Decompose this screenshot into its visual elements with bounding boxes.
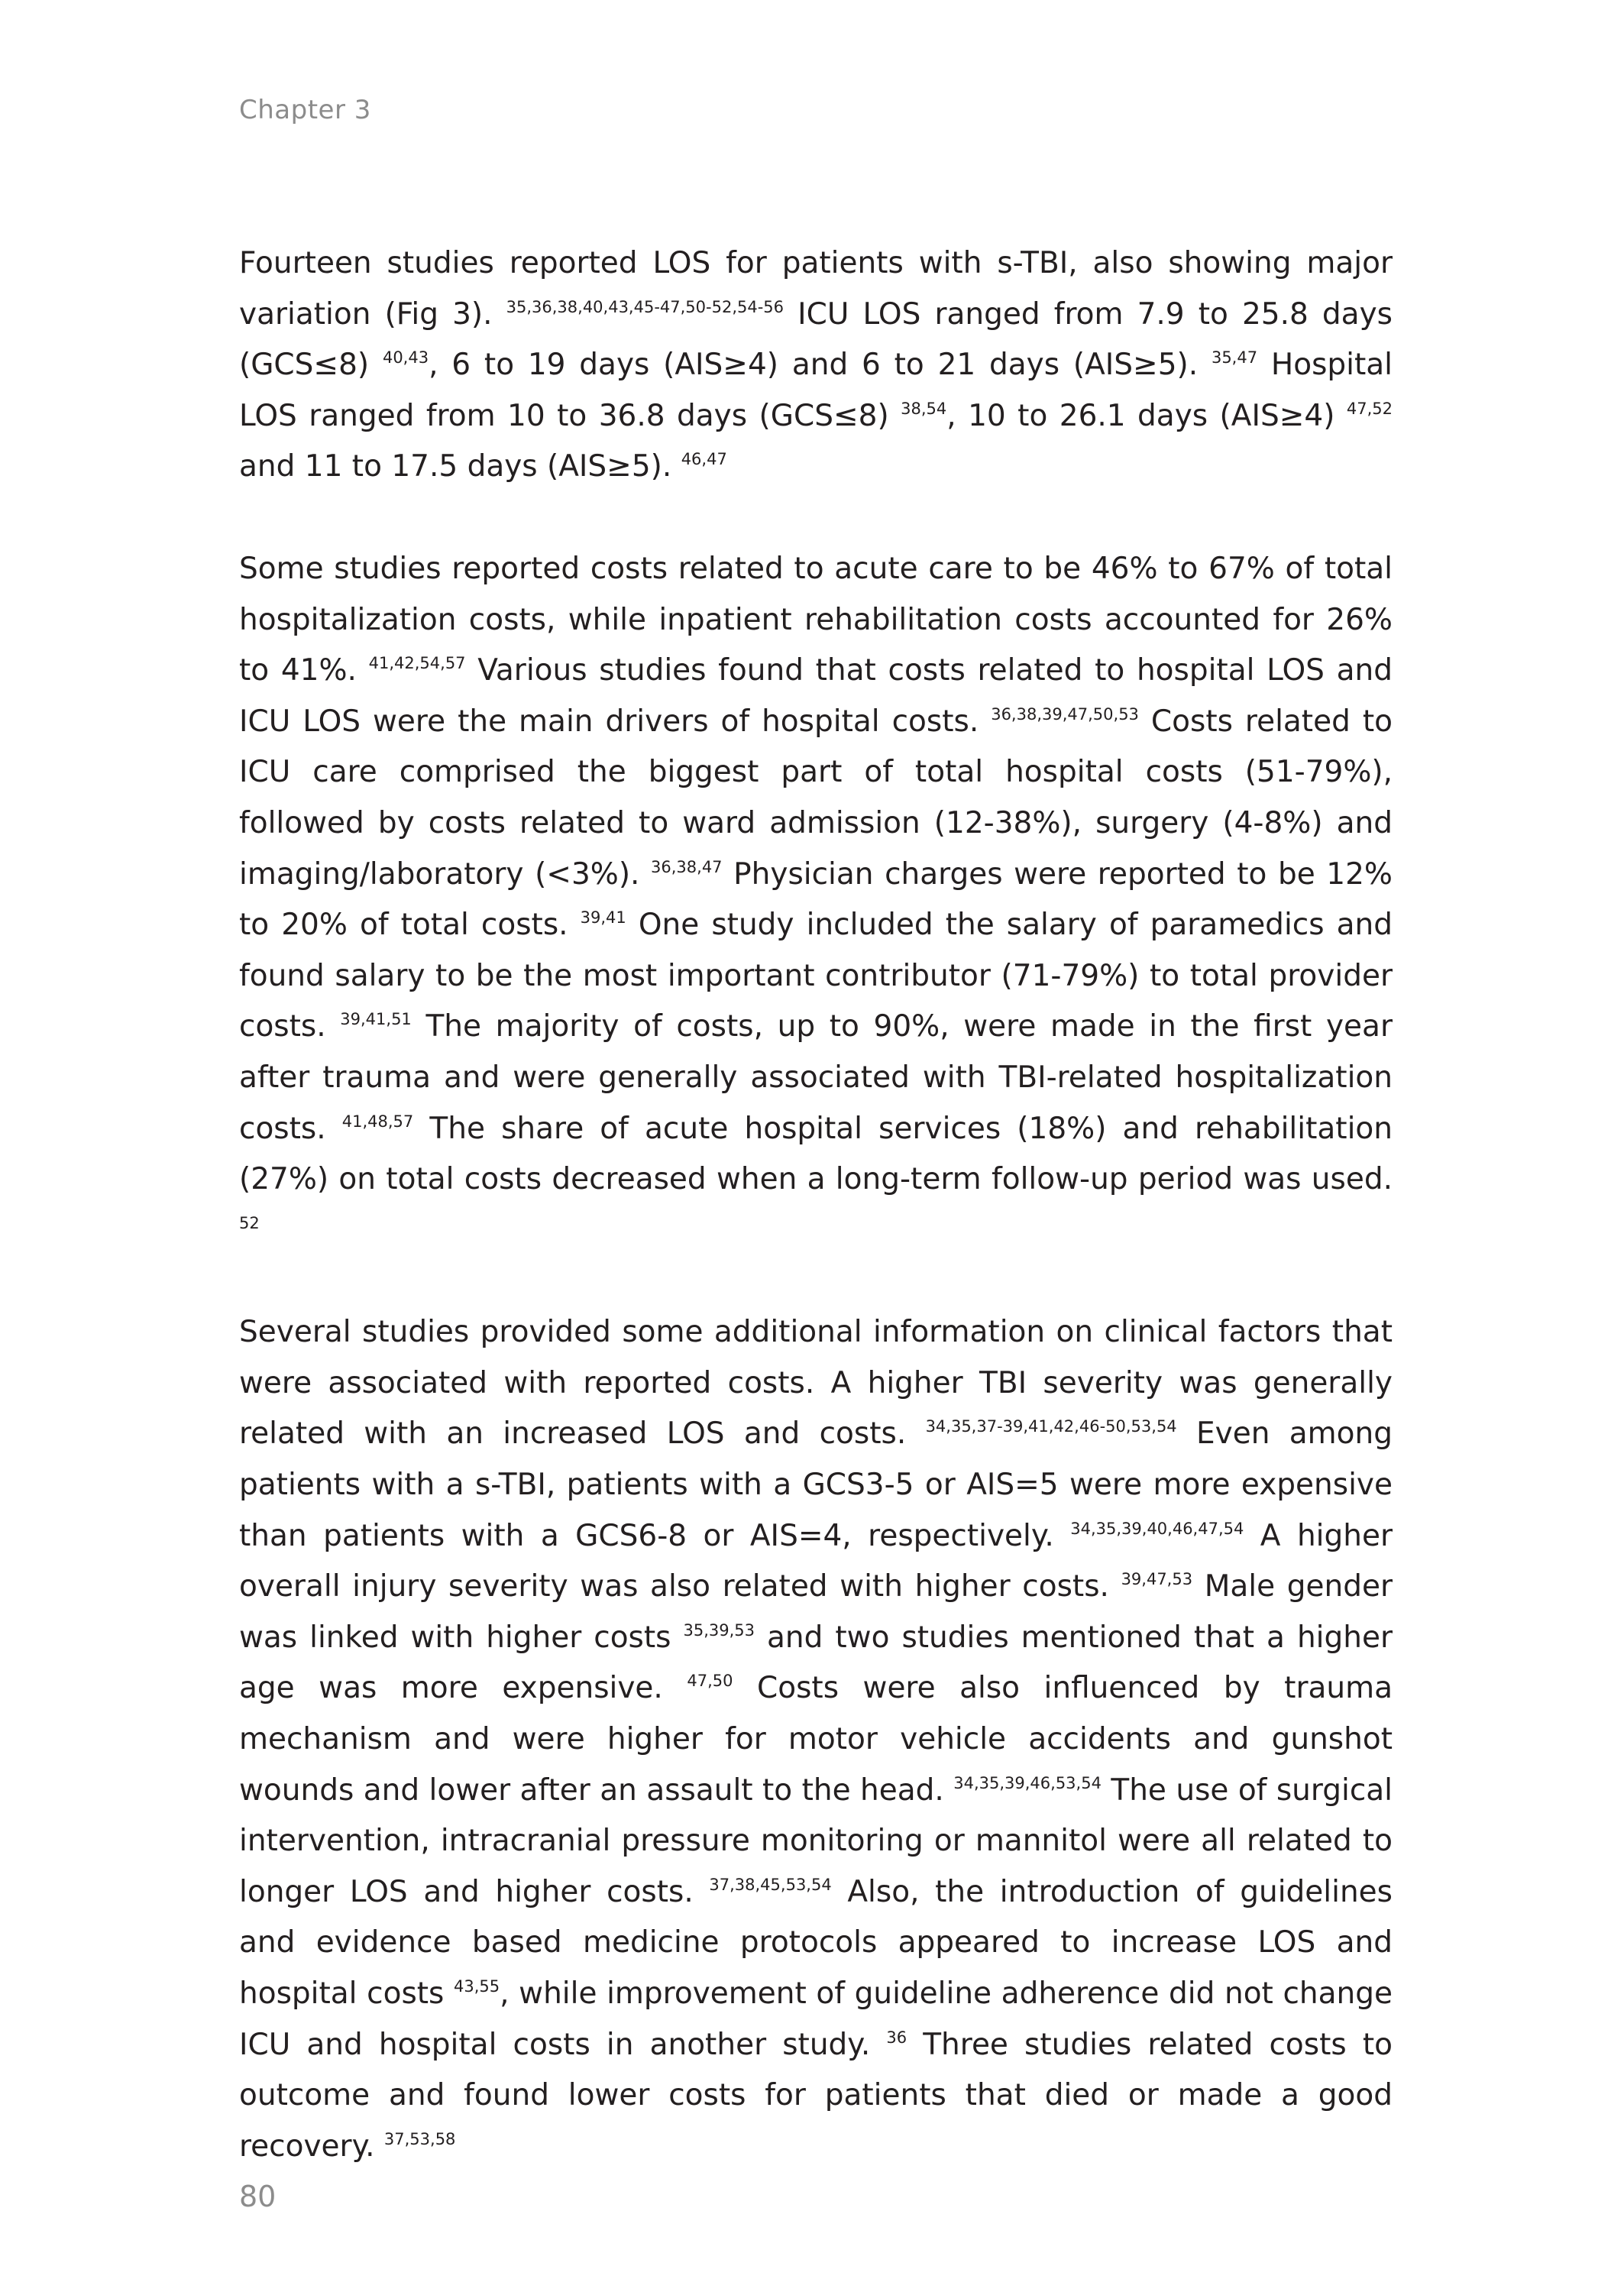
citation-superscript: 36,38,39,47,50,53: [991, 704, 1139, 724]
text-run: Various studies found that costs related to hospital LOS and ICU LOS were the main drivers of hospital costs.: [239, 653, 1393, 739]
text-run: Also, the introduction of guidelines and evidence based medicine protocols appeared to increase LOS and hospital costs: [239, 1874, 1393, 2011]
citation-superscript: 36,38,47: [651, 857, 723, 876]
paragraph-los: [239, 238, 1393, 493]
citation-superscript: 39,41: [580, 908, 626, 927]
text-run: and two studies mentioned that a higher age was more expensive.: [239, 1620, 1393, 1706]
citation-superscript: 47,50: [687, 1672, 733, 1691]
citation-superscript: 36: [886, 2028, 907, 2047]
paragraph-cost-drivers: [239, 544, 1393, 1256]
text-run: The use of surgical intervention, intracranial pressure monitoring or mannitol were all related to longer LOS and higher costs.: [239, 1772, 1393, 1909]
citation-superscript: 41,48,57: [341, 1112, 414, 1131]
citation-superscript: 47,52: [1346, 399, 1393, 418]
text-run: The share of acute hospital services (18%) and rehabilitation (27%) on total costs decreased when a long-term follow-up period was used.: [239, 1111, 1393, 1197]
text-run: Costs were also influenced by trauma mechanism and were higher for motor vehicle accidents and gunshot wounds and lower after an assault to the head.: [239, 1671, 1393, 1808]
text-run: Male gender was linked with higher costs: [239, 1569, 1393, 1655]
text-run: A higher overall injury severity was also related with higher costs.: [239, 1518, 1393, 1604]
citation-superscript: 35,36,38,40,43,45-47,50-52,54-56: [506, 297, 785, 316]
text-run: Hospital LOS ranged from 10 to 36.8 days (GCS≤8): [239, 348, 1393, 433]
citation-superscript: 37,53,58: [383, 2129, 456, 2148]
text-run: ICU LOS ranged from 7.9 to 25.8 days (GCS≤8): [239, 296, 1393, 383]
citation-superscript: 37,38,45,53,54: [709, 1875, 832, 1894]
text-run: The majority of costs, up to 90%, were made in the first year after trauma and were generally associated with TBI-related hospitalization costs.: [239, 1009, 1393, 1146]
citation-superscript: 35,47: [1211, 348, 1258, 367]
text-run: , 10 to 26.1 days (AIS≥4): [946, 398, 1347, 433]
text-run: Three studies related costs to outcome and found lower costs for patients that died or made a good recovery.: [239, 2027, 1393, 2164]
citation-superscript: 34,35,39,46,53,54: [953, 1773, 1102, 1792]
citation-superscript: 40,43: [382, 348, 429, 367]
text-run: Physician charges were reported to be 12% to 20% of total costs.: [239, 856, 1393, 943]
citation-superscript: 39,47,53: [1121, 1570, 1193, 1589]
running-header-chapter: Chapter 3: [239, 95, 371, 125]
citation-superscript: 34,35,39,40,46,47,54: [1070, 1519, 1244, 1538]
text-run: , while improvement of guideline adherence did not change ICU and hospital costs in another study.: [239, 1976, 1393, 2062]
citation-superscript: 52: [239, 1213, 260, 1232]
citation-superscript: 43,55: [454, 1977, 500, 1996]
page-number: 80: [239, 2180, 277, 2213]
text-run: and 11 to 17.5 days (AIS≥5).: [239, 449, 681, 484]
citation-superscript: 34,35,37-39,41,42,46-50,53,54: [925, 1417, 1177, 1436]
text-run: Some studies reported costs related to acute care to be 46% to 67% of total hospitalization costs, while inpatient rehabilitation costs accounted for 26% to 41%.: [239, 551, 1393, 688]
citation-superscript: 46,47: [681, 450, 727, 469]
text-run: Several studies provided some additional information on clinical factors that were associated with reported costs. A higher TBI severity was generally related with an increased LOS and costs.: [239, 1315, 1393, 1452]
citation-superscript: 41,42,54,57: [368, 654, 466, 673]
citation-superscript: 38,54: [901, 399, 947, 418]
text-run: Costs related to ICU care comprised the biggest part of total hospital costs (51-79%), followed by costs related to ward admission (12-38%), surgery (4-8%) and imaging/laboratory (<3%).: [239, 704, 1393, 892]
text-run: Fourteen studies reported LOS for patients with s-TBI, also showing major variation (Fig 3).: [239, 246, 1393, 332]
body-text: [239, 238, 1393, 2223]
text-run: One study included the salary of paramedics and found salary to be the most important contributor (71-79%) to total provider costs.: [239, 908, 1393, 1044]
citation-superscript: 35,39,53: [683, 1620, 755, 1640]
paragraph-clinical-factors: [239, 1307, 1393, 2172]
text-run: Even among patients with a s-TBI, patients with a GCS3-5 or AIS=5 were more expensive than patients with a GCS6-8 or AIS=4, respectively.: [239, 1416, 1393, 1553]
citation-superscript: 39,41,51: [340, 1010, 412, 1029]
text-run: , 6 to 19 days (AIS≥4) and 6 to 21 days (AIS≥5).: [429, 348, 1212, 383]
